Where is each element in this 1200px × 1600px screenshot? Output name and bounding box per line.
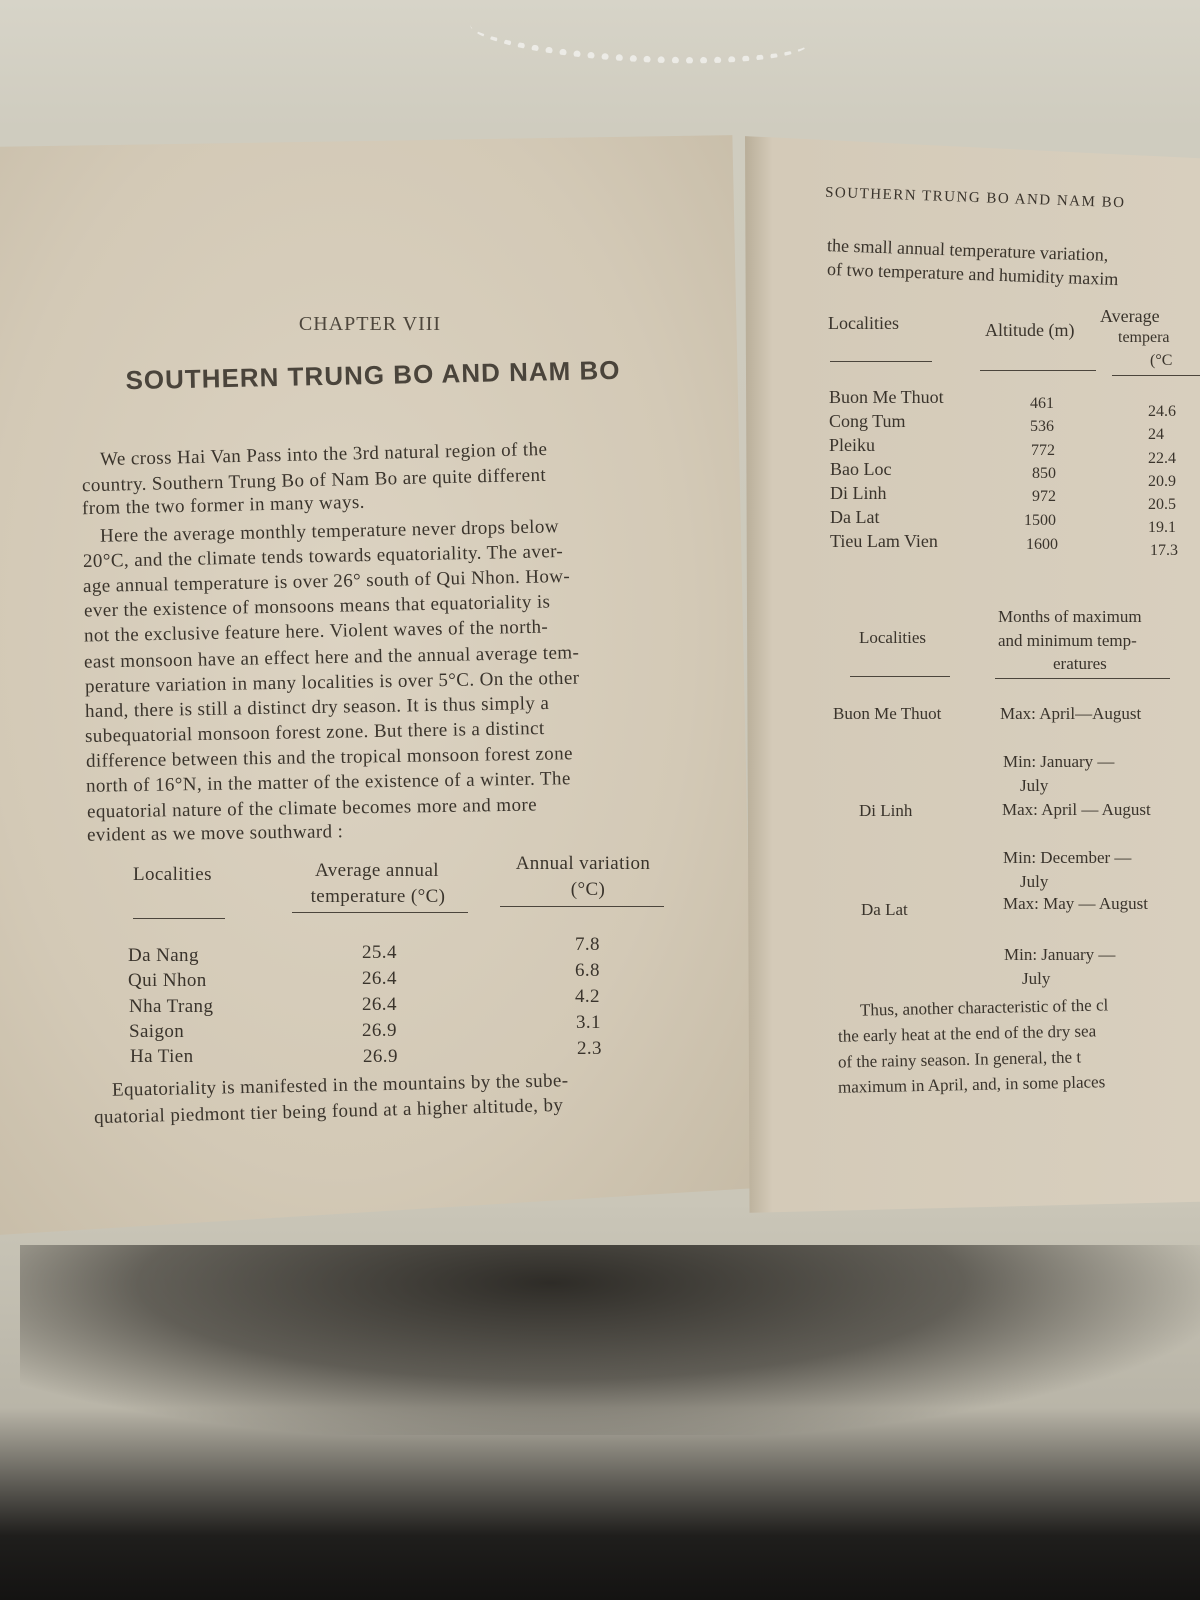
body-line: perature variation in many localities is over 5°C. On the other xyxy=(84,667,580,698)
body-line: from the two former in many ways. xyxy=(81,491,366,520)
chapter-title: SOUTHERN TRUNG BO AND NAM BO xyxy=(125,354,621,396)
table-cell-locality: Di Linh xyxy=(830,483,887,503)
right-closing-line: the early heat at the end of the dry sea xyxy=(837,1021,1097,1046)
table-cell-locality: Di Linh xyxy=(859,801,913,820)
body-line: not the exclusive feature here. Violent waves of the north- xyxy=(83,616,549,647)
table-header-avg-2: temperature (°C) xyxy=(310,886,446,907)
table-cell-locality: Pleiku xyxy=(829,435,876,455)
table-cell-altitude: 1500 xyxy=(1024,512,1056,529)
table-cell-avg: 26.9 xyxy=(362,1020,397,1041)
table-cell-temp: 24.6 xyxy=(1148,403,1176,420)
table-header-months-2: and minimum temp- xyxy=(998,631,1137,650)
table-cell-min: Min: January — xyxy=(1004,945,1116,964)
table-cell-avg: 25.4 xyxy=(362,942,397,963)
body-line: 20°C, and the climate tends towards equatoriality. The aver- xyxy=(82,540,564,573)
table-cell-avg: 26.4 xyxy=(362,994,397,1015)
right-intro-line: the small annual temperature variation, xyxy=(826,235,1109,265)
table-cell-locality: Nha Trang xyxy=(129,996,214,1017)
right-intro-line: of two temperature and humidity maxim xyxy=(826,258,1119,290)
table-cell-altitude: 972 xyxy=(1032,488,1056,505)
table-cell-locality: Da Nang xyxy=(128,945,199,966)
table-cell-locality: Saigon xyxy=(129,1021,185,1042)
book-shadow xyxy=(20,1245,1200,1435)
table-header-altitude: Altitude (m) xyxy=(985,320,1075,340)
table-rule xyxy=(980,370,1096,371)
table-cell-altitude: 536 xyxy=(1030,418,1054,435)
right-closing-line: Thus, another characteristic of the cl xyxy=(859,995,1109,1020)
table-cell-locality: Da Lat xyxy=(830,507,880,527)
table-rule xyxy=(500,906,664,907)
closing-line: quatorial piedmont tier being found at a higher altitude, by xyxy=(93,1094,564,1129)
table-header-avg-1: Average annual xyxy=(315,860,439,881)
table-rule xyxy=(1112,375,1200,376)
table-cell-min-end: July xyxy=(1022,969,1051,988)
table-cell-min-end: July xyxy=(1020,776,1049,795)
body-line: ever the existence of monsoons means that equatoriality is xyxy=(83,591,551,622)
body-line: evident as we move southward : xyxy=(86,821,344,846)
table-rule xyxy=(292,912,468,913)
table-cell-locality: Bao Loc xyxy=(830,459,892,479)
table-rule xyxy=(995,678,1170,679)
table-cell-altitude: 850 xyxy=(1032,465,1056,482)
table-cell-altitude: 772 xyxy=(1031,442,1055,459)
closing-line: Equatoriality is manifested in the mountains by the sube- xyxy=(111,1070,569,1101)
table-cell-avg: 26.9 xyxy=(363,1046,398,1067)
table-header-var-2: (°C) xyxy=(570,879,606,900)
table-cell-variation: 6.8 xyxy=(575,960,600,981)
body-line: country. Southern Trung Bo of Nam Bo are quite different xyxy=(81,464,547,497)
table-rule xyxy=(850,676,950,677)
table-cell-max: Max: April—August xyxy=(1000,704,1142,723)
table-rule xyxy=(133,918,225,919)
table-cell-variation: 2.3 xyxy=(577,1038,602,1059)
table-header-localities: Localities xyxy=(828,313,899,333)
table-header-temperature: tempera xyxy=(1118,329,1170,346)
running-head: SOUTHERN TRUNG BO AND NAM BO xyxy=(824,184,1126,212)
right-closing-line: maximum in April, and, in some places xyxy=(837,1072,1106,1097)
table-header-months-1: Months of maximum xyxy=(998,607,1142,626)
table-cell-locality: Da Lat xyxy=(861,900,908,919)
table-cell-temp: 19.1 xyxy=(1148,519,1176,536)
table-header-average: Average xyxy=(1100,306,1160,326)
table-cell-variation: 3.1 xyxy=(576,1012,601,1033)
body-line: equatorial nature of the climate becomes more and more xyxy=(86,794,538,823)
table-cell-max: Max: April — August xyxy=(1002,800,1151,819)
table-rule xyxy=(830,361,932,362)
table-cell-temp: 20.5 xyxy=(1148,496,1176,513)
table-cell-variation: 7.8 xyxy=(575,934,600,955)
table-cell-temp: 22.4 xyxy=(1148,450,1176,467)
table-header-months-3: eratures xyxy=(1053,654,1107,673)
body-line: difference between this and the tropical monsoon forest zone xyxy=(85,743,574,772)
table-cell-min: Min: January — xyxy=(1003,752,1115,771)
table-cell-locality: Qui Nhon xyxy=(128,970,207,991)
table-cell-locality: Ha Tien xyxy=(130,1046,194,1067)
table-cell-max: Max: May — August xyxy=(1003,894,1148,913)
table-cell-locality: Tieu Lam Vien xyxy=(830,531,938,551)
table-cell-temp: 24 xyxy=(1148,426,1164,443)
table-cell-locality: Buon Me Thuot xyxy=(829,387,944,407)
table-cell-locality: Buon Me Thuot xyxy=(833,704,942,723)
cord-decoration xyxy=(469,0,812,71)
table-cell-min-end: July xyxy=(1020,872,1049,891)
table-cell-altitude: 1600 xyxy=(1026,536,1058,553)
body-line: hand, there is still a distinct dry season. It is thus simply a xyxy=(84,692,550,723)
table-header-localities: Localities xyxy=(133,864,212,885)
body-line: subequatorial monsoon forest zone. But there is a distinct xyxy=(84,717,545,748)
table-cell-altitude: 461 xyxy=(1030,395,1054,412)
table-cell-variation: 4.2 xyxy=(575,986,600,1007)
table-cell-min: Min: December — xyxy=(1003,848,1132,867)
chapter-label: CHAPTER VIII xyxy=(298,313,442,335)
table-cell-avg: 26.4 xyxy=(362,968,397,989)
body-line: age annual temperature is over 26° south of Qui Nhon. How- xyxy=(82,565,571,598)
table-header-var-1: Annual variation xyxy=(515,853,651,874)
body-line: We cross Hai Van Pass into the 3rd natural region of the xyxy=(99,438,548,471)
body-line: Here the average monthly temperature never drops below xyxy=(99,516,560,547)
table-header-unit: (°C xyxy=(1150,352,1173,369)
table-cell-locality: Cong Tum xyxy=(829,411,906,431)
table-cell-temp: 20.9 xyxy=(1148,473,1176,490)
body-line: north of 16°N, in the matter of the existence of a winter. The xyxy=(85,768,571,797)
table-cell-temp: 17.3 xyxy=(1150,542,1178,559)
body-line: east monsoon have an effect here and the annual average tem- xyxy=(83,642,580,673)
table-header-localities: Localities xyxy=(859,628,927,647)
right-closing-line: of the rainy season. In general, the t xyxy=(837,1047,1082,1072)
